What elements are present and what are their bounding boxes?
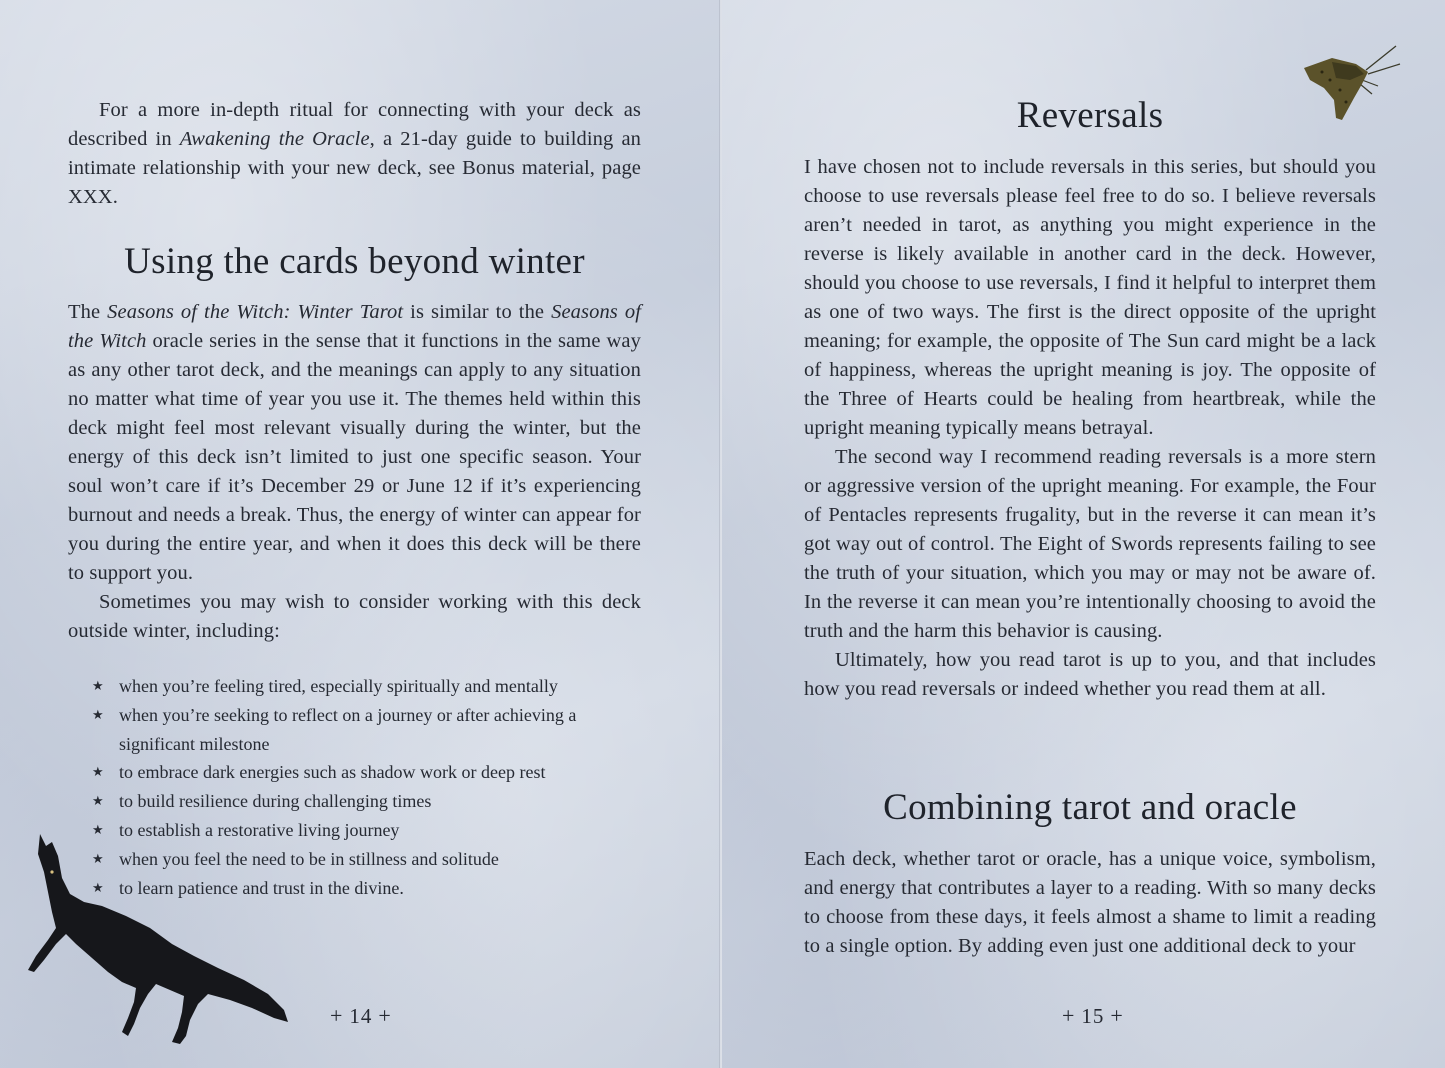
left-page bbox=[0, 0, 720, 1068]
page-number-text: 15 bbox=[1081, 1004, 1105, 1028]
star-icon: ★ bbox=[92, 678, 104, 693]
intro-text-start: For a more in-depth ritual for connecting with your deck as described in bbox=[68, 99, 641, 150]
body-text-a: The bbox=[68, 301, 108, 323]
list-item-text: to establish a restorative living journey bbox=[119, 819, 400, 840]
list-item-text: to build resilience during challenging times bbox=[119, 791, 432, 812]
folio-mark-icon: + bbox=[1062, 1003, 1076, 1028]
list-item bbox=[92, 672, 652, 701]
reversals-paragraph-2: The second way I recommend reading reversals is a more stern or aggressive version of the upright meaning. For example, the Four of Pentacles represents frugality, but in the reverse it can mean it’s got way out of control. The Eight of Swords represents failing to see the truth of your situation, which you may or may not be aware of. In the reverse it can mean you’re intentionally choosing to avoid the truth and the harm this behavior is causing. bbox=[804, 446, 1376, 642]
series-title: Seasons of the Witch bbox=[68, 301, 642, 352]
list-item-text: to learn patience and trust in the divine. bbox=[119, 877, 404, 898]
page-number-right bbox=[1056, 1003, 1130, 1029]
reversals-paragraph-3: Ultimately, how you read tarot is up to you, and that includes how you read reversals or indeed whether you read them at all. bbox=[804, 649, 1376, 700]
body-text-c: oracle series in the sense that it functions in the same way as any other tarot deck, and the meanings can apply to any situation no matter what time of year you use it. The themes held within this deck might feel most relevant visually during the winter, but the energy of this deck isn’t limited to just one specific season. Your soul won’t care if it’s December 29 or June 12 if it’s experiencing burnout and needs a break. Thus, the energy of winter can appear for you during the entire year, and when it does this deck will be there to support you. bbox=[68, 330, 641, 584]
beyond-winter-paragraph-2: Sometimes you may wish to consider working with this deck outside winter, including: bbox=[68, 591, 641, 642]
reversals-body bbox=[804, 153, 1376, 704]
star-icon: ★ bbox=[92, 850, 104, 866]
list-item-text: when you’re feeling tired, especially spiritually and mentally bbox=[119, 676, 558, 696]
folio-mark-icon: + bbox=[378, 1003, 392, 1028]
beyond-winter-body bbox=[68, 298, 641, 646]
list-item bbox=[92, 787, 652, 816]
page-number-text: 14 bbox=[349, 1004, 373, 1028]
page-number-left bbox=[324, 1003, 398, 1029]
deck-title: Seasons of the Witch: Winter Tarot bbox=[107, 301, 404, 323]
beyond-winter-paragraph-1 bbox=[68, 298, 641, 588]
star-icon: ★ bbox=[92, 879, 104, 895]
list-item-text: when you feel the need to be in stillness and solitude bbox=[119, 848, 499, 869]
list-item-text: when you’re seeking to reflect on a journey or after achieving a significant milestone bbox=[119, 704, 577, 754]
star-icon: ★ bbox=[92, 764, 104, 780]
right-page bbox=[722, 0, 1445, 1068]
list-item bbox=[92, 758, 652, 787]
combining-body bbox=[804, 845, 1376, 961]
folio-mark-icon: + bbox=[330, 1003, 344, 1028]
intro-book-title: Awakening the Oracle bbox=[179, 128, 370, 150]
star-icon: ★ bbox=[92, 793, 104, 809]
list-item-text: to embrace dark energies such as shadow work or deep rest bbox=[119, 762, 546, 783]
combining-paragraph-1: Each deck, whether tarot or oracle, has a unique voice, symbolism, and energy that contributes a layer to a reading. With so many decks to choose from these days, it feels almost a shame to limit a reading to a single option. By adding even just one additional deck to your bbox=[804, 848, 1376, 957]
section-heading-beyond-winter: Using the cards beyond winter bbox=[124, 241, 585, 282]
intro-paragraph bbox=[68, 96, 641, 212]
body-text-b: is similar to the bbox=[403, 301, 552, 323]
list-item bbox=[92, 701, 652, 759]
intro-text-rest: , a 21-day guide to building an intimate relationship with your new deck, see Bonus material, page XXX. bbox=[68, 128, 641, 208]
section-heading-combining: Combining tarot and oracle bbox=[883, 787, 1297, 828]
star-icon: ★ bbox=[92, 706, 104, 722]
fox-silhouette-illustration bbox=[22, 832, 292, 1047]
reversals-paragraph-1: I have chosen not to include reversals in this series, but should you choose to use reversals please feel free to do so. I believe reversals aren’t needed in tarot, as anything you might experience in the reverse is likely available in another card in the deck. However, should you choose to use reversals, I find it helpful to interpret them as one of two ways. The first is the direct opposite of the upright meaning; for example, the opposite of The Sun card might be a lack of happiness, whereas the upright meaning is joy. The opposite of the Three of Hearts could be healing from heartbreak, while the upright meaning typically means betrayal. bbox=[804, 156, 1376, 439]
star-icon: ★ bbox=[92, 821, 104, 837]
section-heading-reversals: Reversals bbox=[1016, 95, 1164, 136]
folio-mark-icon: + bbox=[1110, 1003, 1124, 1028]
